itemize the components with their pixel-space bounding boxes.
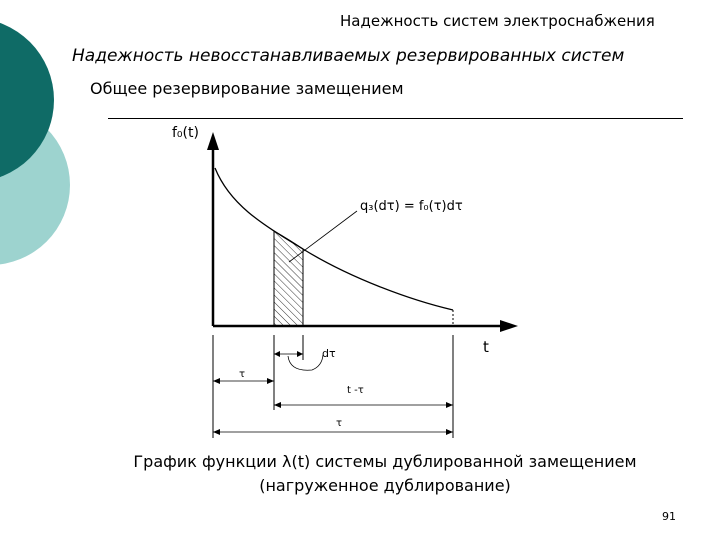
annotation-leader <box>289 211 357 262</box>
x-axis-arrow <box>500 320 518 332</box>
t-minus-tau-arrow-left <box>274 402 281 408</box>
dtau-leader <box>288 355 323 370</box>
t-label: τ <box>336 418 343 429</box>
caption-line-2: (нагруженное дублирование) <box>259 476 511 495</box>
page-subtitle: Надежность невосстанавливаемых резервированных систем <box>72 46 625 66</box>
tau-arrow-left <box>213 378 220 384</box>
page-number: 91 <box>662 510 676 523</box>
t-minus-tau-arrow-right <box>446 402 453 408</box>
dtau-label: dτ <box>322 347 336 360</box>
y-axis-label: f₀(t) <box>172 125 199 141</box>
x-axis-label: t <box>483 338 489 356</box>
curve-annotation: q₃(dτ) = f₀(τ)dτ <box>360 199 463 214</box>
tau-arrow-right <box>267 378 274 384</box>
caption-line-1: График функции λ(t) системы дублированной замещением <box>133 452 637 471</box>
tau-label: τ <box>239 369 246 380</box>
t-arrow-left <box>213 429 220 435</box>
y-axis-arrow <box>207 132 219 150</box>
hatched-region <box>274 231 303 326</box>
figure-caption <box>80 450 690 498</box>
dtau-arrow-left <box>274 351 280 357</box>
t-minus-tau-label: t -τ <box>347 385 364 396</box>
page-title: Надежность систем электроснабжения <box>340 12 655 30</box>
section-heading: Общее резервирование замещением <box>90 79 404 98</box>
density-curve <box>215 168 453 310</box>
t-arrow-right <box>446 429 453 435</box>
dtau-arrow-right <box>297 351 303 357</box>
